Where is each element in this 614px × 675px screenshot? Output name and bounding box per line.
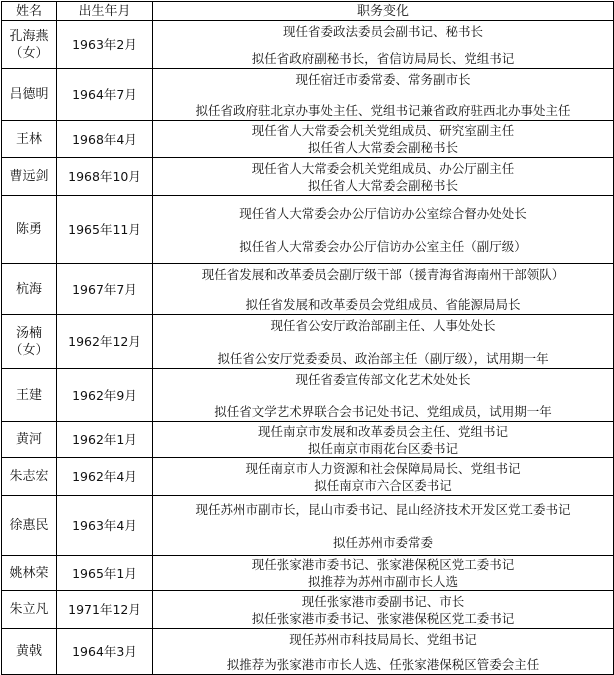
- birth-date: 1964年3月: [57, 629, 153, 675]
- person-name: [2, 496, 57, 556]
- current-position: 现任南京市人力资源和社会保障局局长、党组书记: [245, 460, 521, 476]
- birth-date: 1967年7月: [57, 264, 153, 315]
- person-name: [2, 69, 57, 121]
- table-row: [2, 369, 614, 422]
- current-position: 现任省人大常委会机关党组成员、研究室副主任: [251, 123, 515, 138]
- person-name: [2, 458, 57, 496]
- proposed-position: 拟任省人大常委会副秘书长: [307, 177, 458, 193]
- person-name-line: （女）: [9, 45, 49, 61]
- proposed-position: 拟任苏州市委常委: [332, 534, 433, 550]
- current-position: 现任省人大常委会办公厅信访办公室综合督办处处长: [239, 205, 527, 221]
- person-name-line: 曹远剑: [9, 169, 49, 184]
- birth-date: 1965年1月: [57, 556, 153, 591]
- current-position: 现任宿迁市委常委、常务副市长: [295, 71, 471, 87]
- position-change: [153, 121, 614, 158]
- position-change: [153, 21, 614, 69]
- table-row: [2, 69, 614, 121]
- table-row: [2, 21, 614, 69]
- person-name-line: 黄戟: [15, 644, 42, 659]
- table-row: [2, 196, 614, 264]
- person-name-line: （女）: [9, 342, 49, 358]
- current-position: 现任苏州市副市长，昆山市委书记、昆山经济技术开发区党工委书记: [195, 501, 571, 517]
- person-name: [2, 21, 57, 69]
- birth-date: 1963年4月: [57, 496, 153, 556]
- person-name: [2, 158, 57, 196]
- current-position: 现任省委政法委员会副书记、秘书长: [282, 23, 483, 39]
- person-name: [2, 196, 57, 264]
- person-name-line: 陈勇: [15, 222, 42, 237]
- position-change: [153, 196, 614, 264]
- current-position: 现任张家港市委书记、张家港保税区党工委书记: [251, 557, 515, 572]
- person-name: [2, 422, 57, 458]
- table-row: [2, 158, 614, 196]
- birth-date: 1971年12月: [57, 591, 153, 629]
- proposed-position: 拟任省人大常委会办公厅信访办公室主任（副厅级）: [239, 238, 527, 254]
- position-change: [153, 158, 614, 196]
- person-name-line: 黄河: [15, 432, 42, 447]
- proposed-position: 拟任南京市雨花台区委书记: [307, 440, 458, 456]
- position-change: [153, 496, 614, 556]
- person-name-line: 汤楠: [15, 325, 42, 341]
- current-position: 现任南京市发展和改革委员会主任、党组书记: [257, 423, 508, 439]
- position-change: [153, 69, 614, 121]
- current-position: 现任省委宣传部文化艺术处处长: [295, 371, 471, 387]
- header-row: [2, 2, 614, 21]
- person-name-line: 朱志宏: [9, 469, 49, 484]
- person-name-line: 姚林荣: [9, 565, 49, 581]
- proposed-position: 拟任省文学艺术界联合会书记处书记、党组成员，试用期一年: [214, 403, 552, 419]
- proposed-position: 拟任省公安厅党委委员、政治部主任（副厅级），试用期一年: [217, 350, 549, 366]
- current-position: 现任苏州市科技局局长、党组书记: [289, 631, 477, 647]
- current-position: 现任省发展和改革委员会副厅级干部（援青海省海南州干部领队）: [201, 266, 565, 282]
- position-change: [153, 591, 614, 629]
- table-row: [2, 591, 614, 629]
- proposed-position: 拟任张家港市委书记、张家港保税区党工委书记: [251, 610, 515, 626]
- person-name-line: 朱立凡: [9, 602, 49, 617]
- personnel-table: [1, 1, 614, 675]
- person-name: [2, 369, 57, 422]
- person-name: [2, 556, 57, 591]
- position-change: [153, 556, 614, 591]
- table-row: [2, 315, 614, 369]
- proposed-position: 拟推荐为张家港市市长人选、任张家港保税区管委会主任: [226, 656, 540, 672]
- person-name: [2, 591, 57, 629]
- current-position: 现任省人大常委会机关党组成员、办公厅副主任: [251, 160, 515, 176]
- birth-date: 1968年4月: [57, 121, 153, 158]
- table-row: [2, 496, 614, 556]
- proposed-position: 拟任省发展和改革委员会党组成员、省能源局局长: [245, 296, 521, 312]
- birth-date: 1965年11月: [57, 196, 153, 264]
- table-row: [2, 121, 614, 158]
- table-row: [2, 556, 614, 591]
- table-row: [2, 264, 614, 315]
- birth-date: 1963年2月: [57, 21, 153, 69]
- birth-date: 1964年7月: [57, 69, 153, 121]
- header-change: 职务变化: [153, 2, 614, 21]
- person-name-line: 吕德明: [9, 87, 49, 102]
- birth-date: 1968年10月: [57, 158, 153, 196]
- position-change: [153, 264, 614, 315]
- person-name-line: 王林: [15, 131, 42, 147]
- proposed-position: 拟任省政府副秘书长，省信访局局长、党组书记: [251, 50, 515, 66]
- person-name: [2, 315, 57, 369]
- proposed-position: 拟任南京市六合区委书记: [314, 477, 452, 493]
- birth-date: 1962年12月: [57, 315, 153, 369]
- table-row: [2, 458, 614, 496]
- current-position: 现任省公安厅政治部副主任、人事处处长: [270, 317, 496, 333]
- person-name-line: 王建: [15, 387, 42, 403]
- position-change: [153, 422, 614, 458]
- header-name: 姓名: [2, 2, 57, 21]
- position-change: [153, 458, 614, 496]
- birth-date: 1962年4月: [57, 458, 153, 496]
- proposed-position: 拟推荐为苏州市副市长人选: [307, 574, 458, 589]
- position-change: [153, 315, 614, 369]
- birth-date: 1962年9月: [57, 369, 153, 422]
- position-change: [153, 369, 614, 422]
- current-position: 现任张家港市委副书记、市长: [301, 593, 465, 609]
- person-name-line: 徐惠民: [9, 518, 49, 533]
- proposed-position: 拟任省人大常委会副秘书长: [307, 140, 458, 155]
- proposed-position: 拟任省政府驻北京办事处主任、党组书记兼省政府驻西北办事处主任: [195, 102, 571, 118]
- person-name: [2, 264, 57, 315]
- person-name-line: 杭海: [15, 281, 42, 297]
- person-name: [2, 121, 57, 158]
- person-name-line: 孔海燕: [9, 28, 49, 44]
- birth-date: 1962年1月: [57, 422, 153, 458]
- table-row: [2, 422, 614, 458]
- header-birth: 出生年月: [57, 2, 153, 21]
